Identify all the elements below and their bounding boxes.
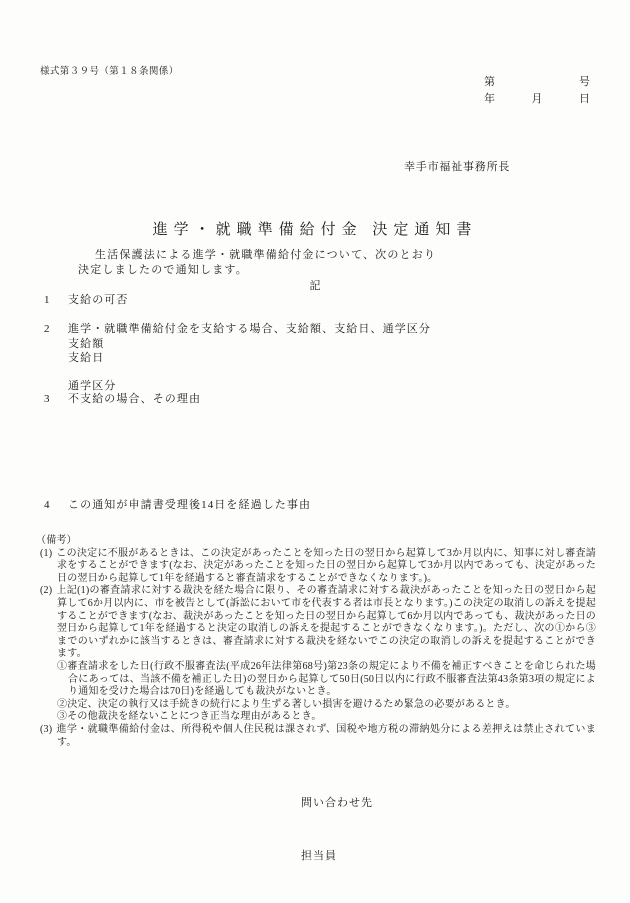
- note-item-2-sub-3: [40, 711, 596, 724]
- item-row-1: [44, 291, 129, 307]
- item-row-4: [44, 496, 311, 512]
- note-item-1: [40, 548, 596, 586]
- doc-number-line: [484, 73, 590, 89]
- note-label: ①: [57, 660, 68, 672]
- note-text: この決定に不服があるときは、この決定があったことを知った日の翌日から起算して3か月以内に、知事に対し審査請求をすることができます(なお、決定があったことを知った日の翌日から起算して3か月以内であっても、決定があった日の翌日から起算して1年を経過すると審査請求をすることができなくなります。)。: [56, 547, 596, 584]
- note-text: その他裁決を経ないことにつき正当な理由があるとき。: [67, 711, 322, 723]
- item-number: 4: [44, 499, 50, 511]
- contact-label: 問い合わせ先: [301, 797, 373, 809]
- remarks-header: （備考）: [36, 535, 77, 546]
- remarks-section: [36, 535, 596, 749]
- item-row-2: [44, 320, 431, 336]
- sub-item-payment-date: 支給日: [68, 352, 105, 364]
- note-label: (1): [40, 547, 53, 559]
- item-number: 2: [44, 323, 50, 335]
- intro-line-1: 生活保護法による進学・就職準備給付金について、次のとおり: [95, 249, 437, 261]
- sub-item-commute-category: 通学区分: [68, 380, 117, 392]
- sub-item-payment-amount: 支給額: [68, 338, 105, 350]
- addressee: 幸手市福祉事務所長: [404, 161, 511, 173]
- doc-number-suffix: 号: [579, 76, 590, 88]
- note-item-2-sub-2: [40, 699, 596, 712]
- note-label: (2): [40, 585, 53, 597]
- staff-label: 担当員: [301, 850, 337, 862]
- intro-line-2: 決定しましたので通知します。: [78, 264, 248, 276]
- note-label: ②: [57, 698, 68, 710]
- record-marker: 記: [309, 280, 321, 292]
- date-day-label: 日: [579, 93, 590, 105]
- item-label: 不支給の場合、その理由: [68, 393, 202, 405]
- item-label: 進学・就職準備給付金を支給する場合、支給額、支給日、通学区分: [68, 323, 431, 335]
- form-number: 様式第３９号（第１８条関係）: [40, 67, 179, 77]
- note-text: 進学・就職準備給付金は、所得税や個人住民税は課されず、国税や地方税の滞納処分による差押えは禁止されています。: [56, 723, 596, 748]
- date-month-label: 月: [531, 93, 543, 105]
- item-label: 支給の可否: [68, 294, 129, 306]
- note-text: 決定、決定の執行又は手続きの続行により生ずる著しい損害を避けるため緊急の必要があるとき。: [67, 698, 516, 710]
- item-label: この通知が申請書受理後14日を経過した事由: [68, 499, 312, 511]
- doc-number-prefix: 第: [484, 76, 495, 88]
- item-row-3: [44, 390, 201, 406]
- date-year-label: 年: [484, 93, 495, 105]
- note-label: ③: [57, 711, 68, 723]
- note-text: 上記(1)の審査請求に対する裁決を経た場合に限り、その審査請求に対する裁決があったことを知った日の翌日から起算して6か月以内に、市を被告として(訴訟において市を代表する者は市長となります。)この決定の取消しの訴えを提起することができます(なお、裁決があったことを知った日の翌日から起算して6か月以内であっても、裁決があった日の翌日から起算して1年を経過すると決定の取消しの訴えを提起することができなくなります。)。ただし、次の①から③までのいずれかに該当するときは、審査請求に対する裁決を経ないでこの決定の取消しの訴えを提起することができます。: [56, 585, 596, 660]
- note-item-2: [40, 585, 596, 661]
- note-label: (3): [40, 723, 53, 735]
- note-item-2-sub-1: [40, 661, 596, 699]
- date-line: [484, 90, 590, 106]
- note-text: 審査請求をした日(行政不服審査法(平成26年法律第68号)第23条の規定により不備を補正すべきことを命じられた場合にあっては、当該不備を補正した日)の翌日から起算して50日(50日以内に行政不服審査法第43条第3項の規定により通知を受けた場合は70日)を経過しても裁決がないとき。: [67, 660, 596, 698]
- note-item-3: [40, 724, 596, 749]
- item-number: 3: [44, 393, 50, 405]
- item-number: 1: [44, 294, 50, 306]
- page-title: 進学・就職準備給付金 決定通知書: [152, 222, 478, 238]
